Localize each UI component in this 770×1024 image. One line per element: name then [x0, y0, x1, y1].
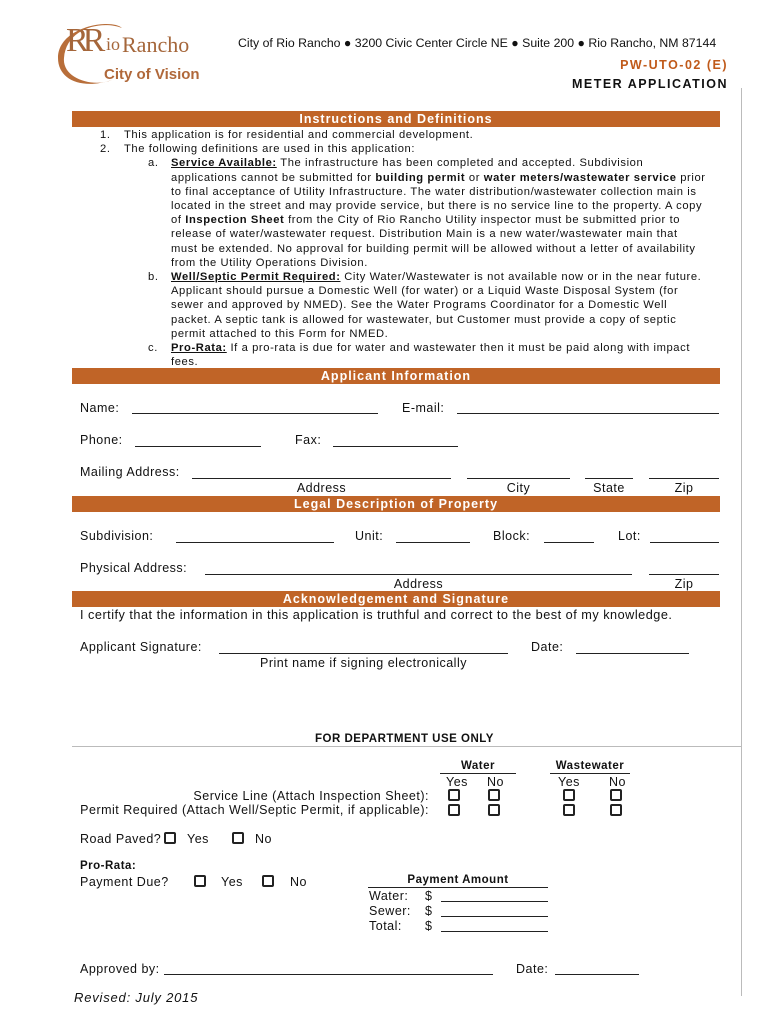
service-wastewater-yes-checkbox[interactable] — [563, 789, 575, 801]
unit-field[interactable] — [396, 542, 470, 543]
lot-label: Lot: — [618, 529, 641, 543]
total-amount-field[interactable] — [441, 931, 548, 932]
term-well-septic: Well/Septic Permit Required: — [171, 271, 341, 283]
water-yes-header: Yes — [446, 775, 468, 789]
water-amount-field[interactable] — [441, 901, 548, 902]
definition-letter: b. — [148, 271, 159, 283]
signature-date-label: Date: — [531, 640, 564, 654]
mailing-city-field[interactable] — [467, 478, 570, 479]
prorata-label: Pro-Rata: — [80, 860, 137, 872]
payment-due-no-checkbox[interactable] — [262, 875, 274, 887]
physical-address-label: Physical Address: — [80, 561, 188, 575]
signature-label: Applicant Signature: — [80, 640, 202, 654]
term-pro-rata: Pro-Rata: — [171, 342, 227, 354]
dept-divider — [72, 746, 742, 747]
wastewater-yes-header: Yes — [558, 775, 580, 789]
mailing-zip-caption: Zip — [674, 481, 694, 495]
signature-field[interactable] — [219, 653, 508, 654]
block-field[interactable] — [544, 542, 594, 543]
wastewater-heading-rule — [550, 773, 630, 774]
email-field[interactable] — [457, 413, 719, 414]
road-paved-no-label: No — [255, 832, 272, 846]
section-applicant: Applicant Information — [72, 368, 720, 384]
water-heading: Water — [460, 760, 496, 772]
name-label: Name: — [80, 401, 120, 415]
payment-due-yes-label: Yes — [221, 875, 243, 889]
definition-b — [148, 270, 708, 341]
section-instructions: Instructions and Definitions — [72, 111, 720, 127]
block-label: Block: — [493, 529, 531, 543]
fax-field[interactable] — [333, 446, 458, 447]
definition-text: The infrastructure has been completed and accepted. Subdivision applications cannot be submitted for — [171, 157, 644, 184]
phone-label: Phone: — [80, 433, 123, 447]
print-name-caption: Print name if signing electronically — [260, 656, 467, 670]
signature-date-field[interactable] — [576, 653, 689, 654]
item-number: 1. — [100, 129, 111, 141]
definition-letter: a. — [148, 157, 159, 170]
service-water-yes-checkbox[interactable] — [448, 789, 460, 801]
lot-field[interactable] — [650, 542, 719, 543]
mailing-state-field[interactable] — [585, 478, 633, 479]
physical-address-caption: Address — [393, 577, 444, 591]
physical-address-field[interactable] — [205, 574, 632, 575]
term-service-available: Service Available: — [171, 157, 277, 170]
mailing-address-caption: Address — [296, 481, 347, 495]
header-address: City of Rio Rancho ● 3200 Civic Center Circle NE ● Suite 200 ● Rio Rancho, NM 87144 — [238, 36, 717, 50]
instructions-body — [100, 128, 710, 156]
water-heading-rule — [440, 773, 516, 774]
water-amount-label: Water: — [369, 889, 409, 903]
email-label: E-mail: — [402, 401, 445, 415]
permit-water-no-checkbox[interactable] — [488, 804, 500, 816]
definition-letter: c. — [148, 342, 158, 354]
dept-title: FOR DEPARTMENT USE ONLY — [315, 733, 494, 745]
mailing-state-caption: State — [593, 481, 625, 495]
permit-required-label: Permit Required (Attach Well/Septic Permit, if applicable): — [80, 803, 429, 817]
water-dollar-sign: $ — [425, 889, 433, 903]
road-paved-no-checkbox[interactable] — [232, 832, 244, 844]
definition-text: If a pro-rata is due for water and wastewater then it must be paid along with impact fees. — [171, 342, 691, 369]
approved-date-label: Date: — [516, 962, 549, 976]
definition-bold: water meters/wastewater service — [483, 171, 677, 184]
road-paved-yes-label: Yes — [187, 832, 209, 846]
right-border — [741, 88, 742, 996]
unit-label: Unit: — [355, 529, 384, 543]
total-dollar-sign: $ — [425, 919, 433, 933]
definition-bold: building permit — [375, 171, 466, 184]
physical-zip-field[interactable] — [649, 574, 719, 575]
phone-field[interactable] — [135, 446, 261, 447]
wastewater-heading: Wastewater — [555, 760, 625, 772]
road-paved-label: Road Paved? — [80, 832, 162, 846]
sewer-dollar-sign: $ — [425, 904, 433, 918]
subdivision-label: Subdivision: — [80, 529, 154, 543]
mailing-zip-field[interactable] — [649, 478, 719, 479]
section-acknowledgement: Acknowledgement and Signature — [72, 591, 720, 607]
payment-amount-heading: Payment Amount — [407, 874, 509, 886]
sewer-amount-field[interactable] — [441, 916, 548, 917]
definition-a — [148, 156, 708, 270]
logo-rr: RR — [66, 22, 100, 59]
approved-by-field[interactable] — [164, 974, 493, 975]
definition-text: City Water/Wastewater is not available now or in the near future. Applicant should pursue a Domestic Well (for water) or a Liquid Waste Disposal System (for sewer and approved by NMED). See the Water Programs Coordinator for a Domestic Well packet. A septic tank is allowed for wastewater, but Customer must provide a copy of septic permit attached to this Form for NMED. — [171, 271, 702, 340]
subdivision-field[interactable] — [176, 542, 334, 543]
definition-c — [148, 341, 708, 369]
definition-text: from the City of Rio Rancho Utility inspector must be submitted prior to release of water/wastewater request. Distribution Main is a new water/wastewater main that must be extended. No approval for building permit will be allowed without a letter of availability from the Utility Operations Division. — [171, 214, 696, 269]
form-title: METER APPLICATION — [571, 77, 728, 91]
mailing-city-caption: City — [506, 481, 531, 495]
payment-amount-rule — [368, 887, 548, 888]
permit-wastewater-no-checkbox[interactable] — [610, 804, 622, 816]
section-legal: Legal Description of Property — [72, 496, 720, 512]
service-line-label: Service Line (Attach Inspection Sheet): — [193, 789, 429, 803]
service-water-no-checkbox[interactable] — [488, 789, 500, 801]
fax-label: Fax: — [295, 433, 322, 447]
revised-date: Revised: July 2015 — [74, 990, 199, 1005]
instruction-item-2: The following definitions are used in this application: — [124, 143, 416, 156]
payment-due-label: Payment Due? — [80, 875, 169, 889]
water-no-header: No — [487, 775, 504, 789]
instruction-item-1: This application is for residential and commercial development. — [124, 129, 474, 141]
item-number: 2. — [100, 143, 111, 156]
permit-wastewater-yes-checkbox[interactable] — [563, 804, 575, 816]
name-field[interactable] — [132, 413, 378, 414]
logo-rio: io — [106, 34, 121, 54]
certification-text: I certify that the information in this application is truthful and correct to the best of my knowledge. — [80, 608, 673, 622]
logo-rancho: Rancho — [122, 32, 190, 57]
payment-due-yes-checkbox[interactable] — [194, 875, 206, 887]
total-amount-label: Total: — [369, 919, 402, 933]
definition-text: prior to final acceptance of Utility Infrastructure. The water distribution/wastewater collection main is located in the street and may provide service, but there is no service line to the property. A copy of — [171, 171, 706, 227]
wastewater-no-header: No — [609, 775, 626, 789]
logo-tagline: City of Vision — [104, 66, 200, 83]
approved-by-label: Approved by: — [80, 962, 160, 976]
physical-zip-caption: Zip — [674, 577, 694, 591]
city-logo — [52, 18, 222, 88]
service-wastewater-no-checkbox[interactable] — [610, 789, 622, 801]
approved-date-field[interactable] — [555, 974, 639, 975]
payment-due-no-label: No — [290, 875, 307, 889]
road-paved-yes-checkbox[interactable] — [164, 832, 176, 844]
definition-bold: Inspection Sheet — [185, 214, 285, 227]
sewer-amount-label: Sewer: — [369, 904, 411, 918]
mailing-label: Mailing Address: — [80, 465, 180, 479]
form-code: PW-UTO-02 (E) — [620, 58, 728, 72]
definition-text: or — [465, 171, 484, 184]
permit-water-yes-checkbox[interactable] — [448, 804, 460, 816]
mailing-address-field[interactable] — [192, 478, 451, 479]
